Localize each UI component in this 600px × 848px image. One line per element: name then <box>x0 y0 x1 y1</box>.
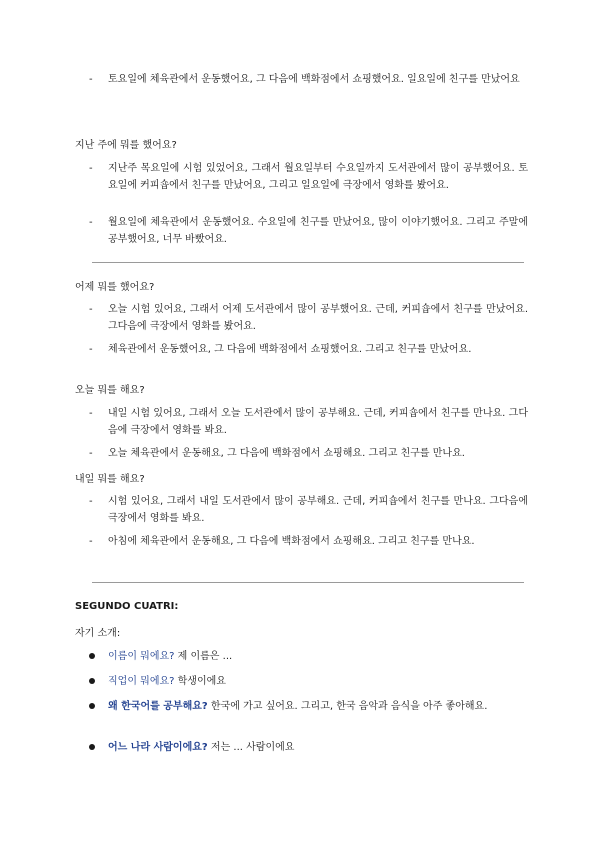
list-item-text: 체육관에서 운동했어요, 그 다음에 백화점에서 쇼핑했어요. 그리고 친구를 만났어요. <box>108 344 472 355</box>
horizontal-divider <box>92 582 524 583</box>
bullet-item <box>89 648 529 665</box>
question-text: 이름이 뭐에요? <box>108 651 175 662</box>
list-item-text: 시험 있어요, 그래서 내일 도서관에서 많이 공부해요. 근데, 커피숍에서 친구를 만나요. 그다음에 극장에서 영화를 봐요. <box>108 496 528 524</box>
question-text: 직업이 뭐에요? <box>108 676 175 687</box>
dash-marker: - <box>89 496 93 507</box>
list-item <box>89 71 529 88</box>
list-item-text: 지난주 목요일에 시험 있었어요, 그래서 월요일부터 수요일까지 도서관에서 많이 공부했어요. 토요일에 커피숍에서 친구를 만났어요, 그리고 일요일에 극장에서 영화를 봤어요. <box>108 163 528 191</box>
bullet-icon <box>89 678 95 684</box>
list-item-text: 오늘 체육관에서 운동해요, 그 다음에 백화점에서 쇼핑해요. 그리고 친구를 만나요. <box>108 448 465 459</box>
bullet-item <box>89 673 529 690</box>
dash-marker: - <box>89 344 93 355</box>
section-heading: 내일 뭐를 해요? <box>75 474 145 485</box>
list-item-text: 아침에 체육관에서 운동해요, 그 다음에 백화점에서 쇼핑해요. 그리고 친구를 만나요. <box>108 536 475 547</box>
answer-text: 제 이름은 ... <box>177 651 233 662</box>
section-heading: 오늘 뭐를 해요? <box>75 385 145 396</box>
question-text: 왜 한국어를 공부해요? <box>108 701 208 712</box>
dash-marker: - <box>89 74 93 85</box>
bullet-item <box>89 739 529 756</box>
dash-marker: - <box>89 163 93 174</box>
section-heading: 지난 주에 뭐를 했어요? <box>75 140 177 151</box>
list-item <box>89 533 529 550</box>
section-heading: 어제 뭐를 했어요? <box>75 282 155 293</box>
bullet-icon <box>89 703 95 709</box>
list-item-text: 오늘 시험 있어요, 그래서 어제 도서관에서 많이 공부했어요. 근데, 커피숍에서 친구를 만났어요. 그다음에 극장에서 영화를 봤어요. <box>108 304 528 332</box>
dash-marker: - <box>89 217 93 228</box>
bullet-icon <box>89 744 95 750</box>
answer-text: 학생이에요 <box>177 676 226 687</box>
list-item <box>89 214 529 248</box>
list-item <box>89 160 529 194</box>
list-item <box>89 445 529 462</box>
question-text: 어느 나라 사람이에요? <box>108 742 208 753</box>
dash-marker: - <box>89 536 93 547</box>
bullet-icon <box>89 653 95 659</box>
dash-marker: - <box>89 448 93 459</box>
list-item-text: 토요일에 체육관에서 운동했어요, 그 다음에 백화점에서 쇼핑했어요. 일요일에 친구를 만났어요 <box>108 74 520 85</box>
segundo-subtitle: 자기 소개: <box>75 628 121 639</box>
list-item <box>89 493 529 527</box>
dash-marker: - <box>89 304 93 315</box>
list-item <box>89 341 529 358</box>
list-item-text: 내일 시험 있어요, 그래서 오늘 도서관에서 많이 공부해요. 근데, 커피숍에서 친구를 만나요. 그다음에 극장에서 영화를 봐요. <box>108 408 528 436</box>
answer-text: 한국에 가고 싶어요. 그리고, 한국 음악과 음식을 아주 좋아해요. <box>210 701 488 712</box>
dash-marker: - <box>89 408 93 419</box>
answer-text: 저는 ... 사람이에요 <box>210 742 295 753</box>
bullet-item <box>89 698 529 715</box>
list-item-text: 월요일에 체육관에서 운동했어요. 수요일에 친구를 만났어요, 많이 이야기했어요. 그리고 주말에 공부했어요, 너무 바빴어요. <box>108 217 528 245</box>
horizontal-divider <box>92 262 524 263</box>
list-item <box>89 405 529 439</box>
segundo-title: SEGUNDO CUATRI: <box>75 601 179 612</box>
list-item <box>89 301 529 335</box>
